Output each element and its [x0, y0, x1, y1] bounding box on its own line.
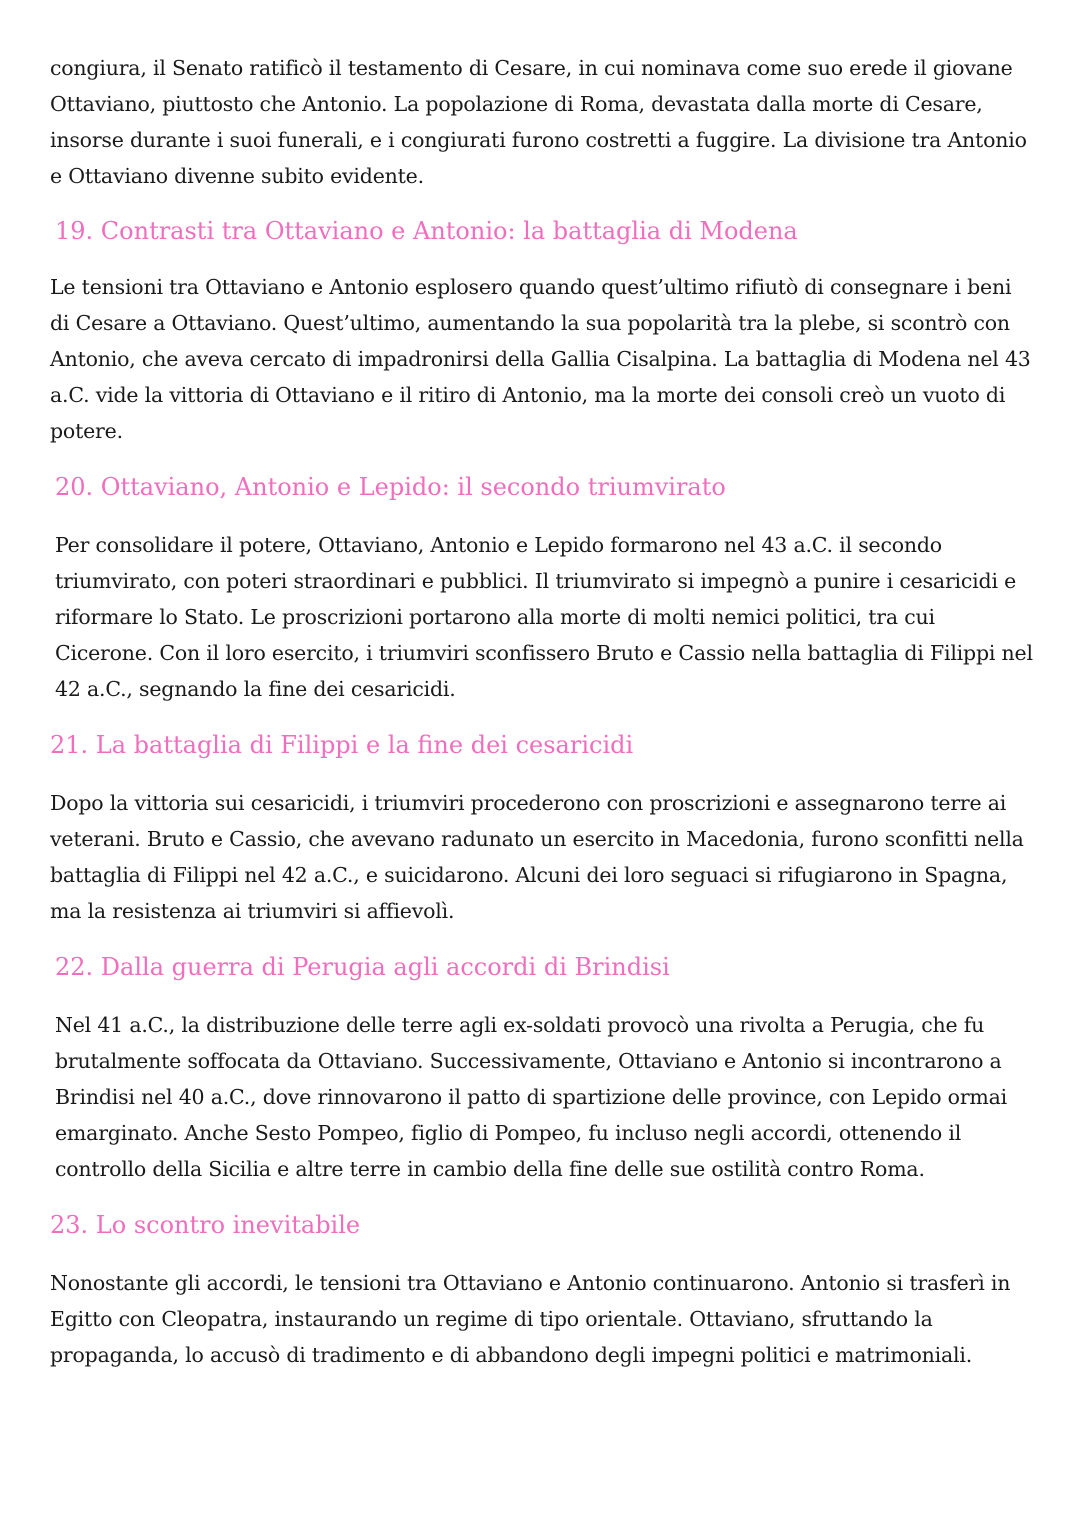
section-body-23: Nonostante gli accordi, le tensioni tra Ottaviano e Antonio continuarono. Antonio si trasferì in Egitto con Cleopatra, instaurando un regime di tipo orientale. Ottaviano, sfruttando la propaganda, lo accusò di tradimento e di abbandono degli impegni politici e matrimoniali. — [50, 1271, 1011, 1367]
section-body-22: Nel 41 a.C., la distribuzione delle terre agli ex-soldati provocò una rivolta a Perugia, che fu brutalmente soffocata da Ottaviano. Successivamente, Ottaviano e Antonio si incontrarono a Brindisi nel 40 a.C., dove rinnovarono il patto di spartizione delle province, con Lepido ormai emarginato. Anche Sesto Pompeo, figlio di Pompeo, fu incluso negli accordi, ottenendo il controllo della Sicilia e altre terre in cambio della fine delle sue ostilità contro Roma. — [55, 1013, 1008, 1181]
section-heading-20: 20. Ottaviano, Antonio e Lepido: il secondo triumvirato — [55, 473, 726, 501]
document-page — [50, 50, 1035, 1373]
intro-paragraph: congiura, il Senato ratificò il testamento di Cesare, in cui nominava come suo erede il giovane Ottaviano, piuttosto che Antonio. La popolazione di Roma, devastata dalla morte di Cesare, insorse durante i suoi funerali, e i congiurati furono costretti a fuggire. La divisione tra Antonio e Ottaviano divenne subito evidente. — [50, 56, 1027, 188]
section-heading-21: 21. La battaglia di Filippi e la fine dei cesaricidi — [50, 731, 634, 759]
section-body-20: Per consolidare il potere, Ottaviano, Antonio e Lepido formarono nel 43 a.C. il secondo triumvirato, con poteri straordinari e pubblici. Il triumvirato si impegnò a punire i cesaricidi e riformare lo Stato. Le proscrizioni portarono alla morte di molti nemici politici, tra cui Cicerone. Con il loro esercito, i triumviri sconfissero Bruto e Cassio nella battaglia di Filippi nel 42 a.C., segnando la fine dei cesaricidi. — [55, 533, 1033, 701]
section-heading-23: 23. Lo scontro inevitabile — [50, 1211, 361, 1239]
section-heading-22: 22. Dalla guerra di Perugia agli accordi di Brindisi — [55, 953, 670, 981]
section-body-19: Le tensioni tra Ottaviano e Antonio esplosero quando quest’ultimo rifiutò di consegnare i beni di Cesare a Ottaviano. Quest’ultimo, aumentando la sua popolarità tra la plebe, si scontrò con Antonio, che aveva cercato di impadronirsi della Gallia Cisalpina. La battaglia di Modena nel 43 a.C. vide la vittoria di Ottaviano e il ritiro di Antonio, ma la morte dei consoli creò un vuoto di potere. — [50, 275, 1031, 443]
section-heading-19: 19. Contrasti tra Ottaviano e Antonio: la battaglia di Modena — [55, 217, 798, 245]
section-body-21: Dopo la vittoria sui cesaricidi, i triumviri procederono con proscrizioni e assegnarono terre ai veterani. Bruto e Cassio, che avevano radunato un esercito in Macedonia, furono sconfitti nella battaglia di Filippi nel 42 a.C., e suicidarono. Alcuni dei loro seguaci si rifugiarono in Spagna, ma la resistenza ai triumviri si affievolì. — [50, 791, 1024, 923]
